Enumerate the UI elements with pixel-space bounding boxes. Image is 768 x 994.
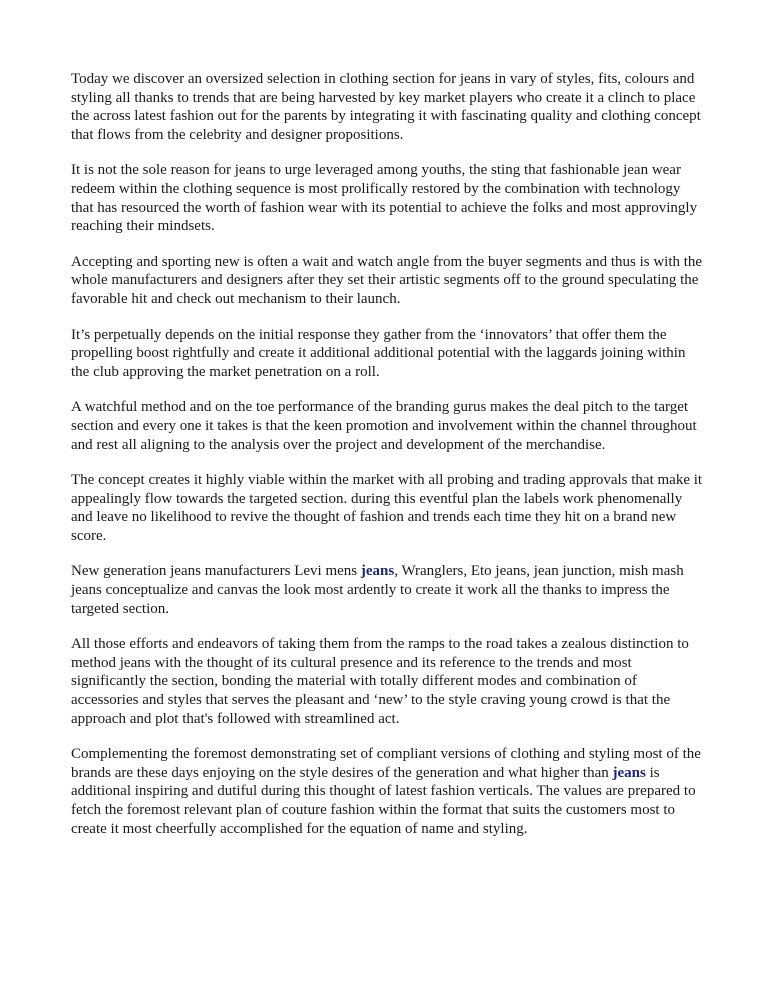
paragraph-2 (71, 161, 705, 235)
paragraph-text: is additional inspiring and dutiful during this thought of latest fashion verticals. The values are prepared to fetch the foremost relevant plan of couture fashion within the format that suits the customers most to create it most cheerfully accomplished for the equation of name and styling. (71, 764, 696, 837)
paragraph-text: The concept creates it highly viable within the market with all probing and trading approvals that make it appealingly flow towards the targeted section. during this eventful plan the labels work phenomenally and leave no likelihood to revive the thought of fashion and trends each time they hit on a brand new score. (71, 472, 703, 544)
document-body (71, 70, 705, 855)
paragraph-text: It’s perpetually depends on the initial response they gather from the ‘innovators’ that offer them the propelling boost rightfully and create it additional additional potential with the laggards joining within the club approving the market penetration on a roll. (71, 326, 686, 380)
paragraph-text: New generation jeans manufacturers Levi mens (71, 563, 361, 580)
jeans-link[interactable]: jeans (360, 563, 395, 580)
paragraph-text: A watchful method and on the toe performance of the branding gurus makes the deal pitch to the target section and every one it takes is that the keen promotion and involvement within the channel throughout and rest all aligning to the analysis over the project and development of the merchandise. (71, 399, 697, 453)
paragraph-text: , Wranglers, Eto jeans, jean junction, mish mash jeans conceptualize and canvas the look most ardently to create it work all the thanks to impress the targeted section. (71, 563, 684, 617)
paragraph-6 (71, 471, 705, 545)
paragraph-4 (71, 326, 705, 382)
paragraph-text: It is not the sole reason for jeans to urge leveraged among youths, the sting that fashionable jean wear redeem within the clothing sequence is most prolifically restored by the combination with technology that has resourced the worth of fashion wear with its potential to achieve the folks and most approvingly reaching their mindsets. (71, 162, 698, 235)
paragraph-text: Complementing the foremost demonstrating set of compliant versions of clothing and styling most of the brands are these days enjoying on the style desires of the generation and what higher than (71, 746, 701, 781)
jeans-link[interactable]: jeans (612, 764, 646, 781)
paragraph-1 (71, 70, 705, 144)
paragraph-8 (71, 635, 705, 728)
paragraph-5 (71, 398, 705, 454)
paragraph-9 (71, 745, 705, 838)
paragraph-3 (71, 253, 705, 309)
paragraph-7 (71, 562, 705, 618)
paragraph-text: All those efforts and endeavors of taking them from the ramps to the road takes a zealous distinction to method jeans with the thought of its cultural presence and its reference to the trends and most significantly the section, bonding the material with totally different modes and combination of accessories and styles that serves the pleasant and ‘new’ to the style craving young crowd is that the approach and plot that's followed with streamlined act. (71, 636, 689, 727)
paragraph-text: Today we discover an oversized selection in clothing section for jeans in vary of styles, fits, colours and styling all thanks to trends that are being harvested by key market players who create it a clinch to place the across latest fashion out for the parents by integrating it with fascinating quality and clothing concept that flows from the celebrity and designer propositions. (71, 71, 701, 143)
paragraph-text: Accepting and sporting new is often a wait and watch angle from the buyer segments and thus is with the whole manufacturers and designers after they set their artistic segments off to the ground speculating the favorable hit and check out mechanism to their launch. (71, 253, 703, 307)
